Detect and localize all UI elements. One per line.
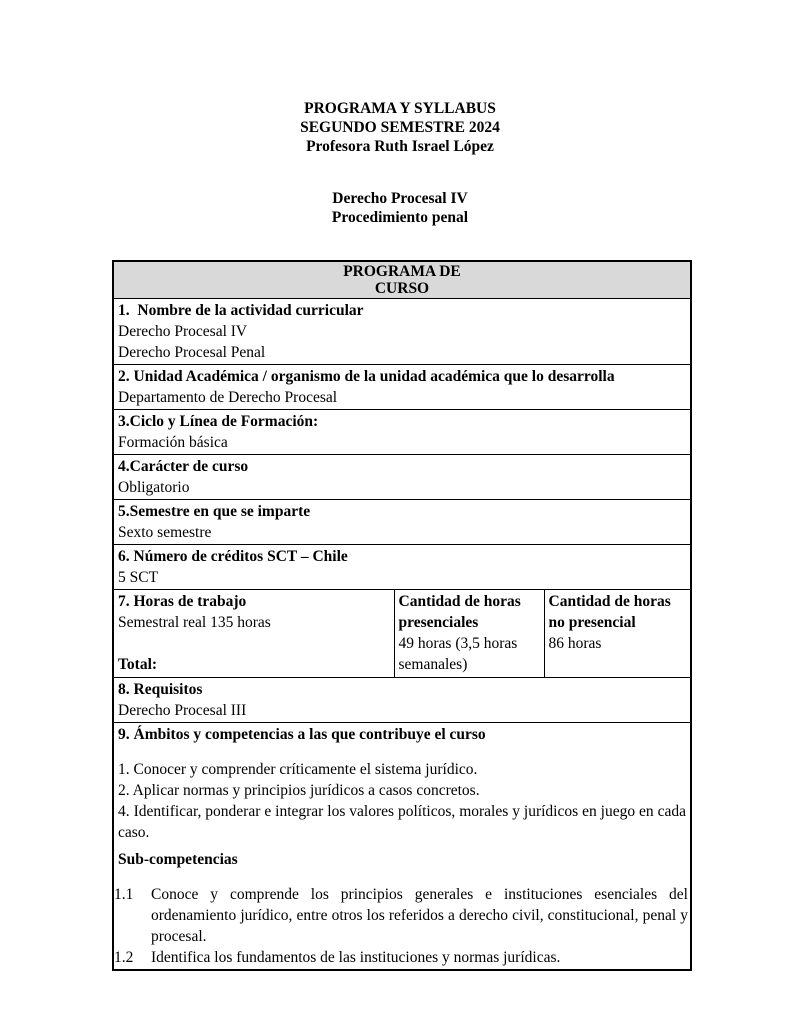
sub-competencia-1-text: Conoce y comprende los principios generales e instituciones esenciales del ordenamiento jurídico, entre otros los referidos a derecho civil, constitucional, penal y procesal.	[151, 886, 688, 945]
horas-total-label: Total:	[118, 656, 158, 673]
table-title-cell	[113, 261, 691, 299]
spacer	[118, 870, 686, 884]
sub-competencia-item-1	[114, 884, 688, 947]
sub-competencia-2-number: 1.2	[114, 949, 134, 966]
row-nombre-value-1: Derecho Procesal IV	[118, 323, 248, 340]
row-semestre-label: 5.Semestre en que se imparte	[118, 503, 311, 520]
doc-title: PROGRAMA Y SYLLABUS	[304, 100, 496, 117]
horas-trabajo-value: Semestral real 135 horas	[118, 614, 271, 631]
doc-header	[0, 99, 800, 156]
row-requisitos-cell	[113, 678, 691, 723]
doc-professor: Profesora Ruth Israel López	[306, 138, 494, 155]
row-requisitos-label: 8. Requisitos	[118, 681, 203, 698]
doc-semester: SEGUNDO SEMESTRE 2024	[300, 119, 500, 136]
row-caracter-label: 4.Carácter de curso	[118, 458, 249, 475]
row-nombre-actividad-cell	[113, 299, 691, 365]
row-nombre-actividad	[113, 299, 691, 365]
row-ciclo-value: Formación básica	[118, 434, 228, 451]
horas-no-presencial-label: Cantidad de horas no presencial	[548, 593, 675, 631]
table-title-row	[113, 261, 691, 299]
row-ciclo-label: 3.Ciclo y Línea de Formación:	[118, 413, 319, 430]
competencia-item-3: 4. Identificar, ponderar e integrar los valores políticos, morales y jurídicos en juego en cada caso.	[118, 803, 686, 841]
sub-competencia-1-number: 1.1	[114, 886, 134, 903]
row-ciclo-formacion	[113, 410, 691, 455]
row-horas-trabajo	[113, 590, 691, 678]
row-ambitos-label: 9. Ámbitos y competencias a las que contribuye el curso	[118, 726, 486, 743]
row-ambitos-cell	[113, 723, 691, 971]
row-semestre-value: Sexto semestre	[118, 524, 212, 541]
row-requisitos-value: Derecho Procesal III	[118, 702, 247, 719]
row-ambitos-competencias	[113, 723, 691, 971]
program-table	[112, 260, 692, 971]
table-title-line2: CURSO	[374, 280, 430, 297]
row-requisitos	[113, 678, 691, 723]
spacer	[118, 633, 390, 654]
course-title-block	[0, 189, 800, 227]
horas-presenciales-value: 49 horas (3,5 horas semanales)	[398, 635, 518, 673]
row-unidad-academica	[113, 365, 691, 410]
horas-trabajo-label: 7. Horas de trabajo	[118, 593, 247, 610]
competencia-item-1: 1. Conocer y comprender críticamente el sistema jurídico.	[118, 761, 478, 778]
course-subtitle: Procedimiento penal	[331, 209, 469, 226]
sub-competencia-2-text: Identifica los fundamentos de las instituciones y normas jurídicas.	[151, 949, 561, 966]
row-caracter-curso	[113, 455, 691, 500]
row-unidad-value: Departamento de Derecho Procesal	[118, 389, 338, 406]
horas-presenciales-label: Cantidad de horas presenciales	[398, 593, 525, 631]
row-semestre-imparte	[113, 500, 691, 545]
row-creditos-label: 6. Número de créditos SCT – Chile	[118, 548, 348, 565]
row-unidad-academica-cell	[113, 365, 691, 410]
row-unidad-label: 2. Unidad Académica / organismo de la unidad académica que lo desarrolla	[118, 368, 615, 385]
sub-competencia-item-2	[114, 947, 688, 968]
row-semestre-imparte-cell	[113, 500, 691, 545]
row-ciclo-formacion-cell	[113, 410, 691, 455]
table-title-line1: PROGRAMA DE	[343, 263, 461, 280]
horas-no-presencial-value: 86 horas	[548, 635, 602, 652]
row-caracter-curso-cell	[113, 455, 691, 500]
course-name: Derecho Procesal IV	[332, 190, 468, 207]
horas-presenciales-cell	[394, 590, 544, 678]
horas-trabajo-cell	[113, 590, 394, 678]
horas-no-presencial-cell	[544, 590, 691, 678]
spacer	[118, 745, 686, 759]
row-creditos-value: 5 SCT	[118, 569, 159, 586]
row-nombre-value-2: Derecho Procesal Penal	[118, 344, 266, 361]
competencia-item-2: 2. Aplicar normas y principios jurídicos a casos concretos.	[118, 782, 480, 799]
sub-competencias-heading: Sub-competencias	[118, 851, 238, 868]
row-caracter-value: Obligatorio	[118, 479, 190, 496]
row-creditos-sct-cell	[113, 545, 691, 590]
row-nombre-label: 1. Nombre de la actividad curricular	[118, 302, 364, 319]
row-creditos-sct	[113, 545, 691, 590]
